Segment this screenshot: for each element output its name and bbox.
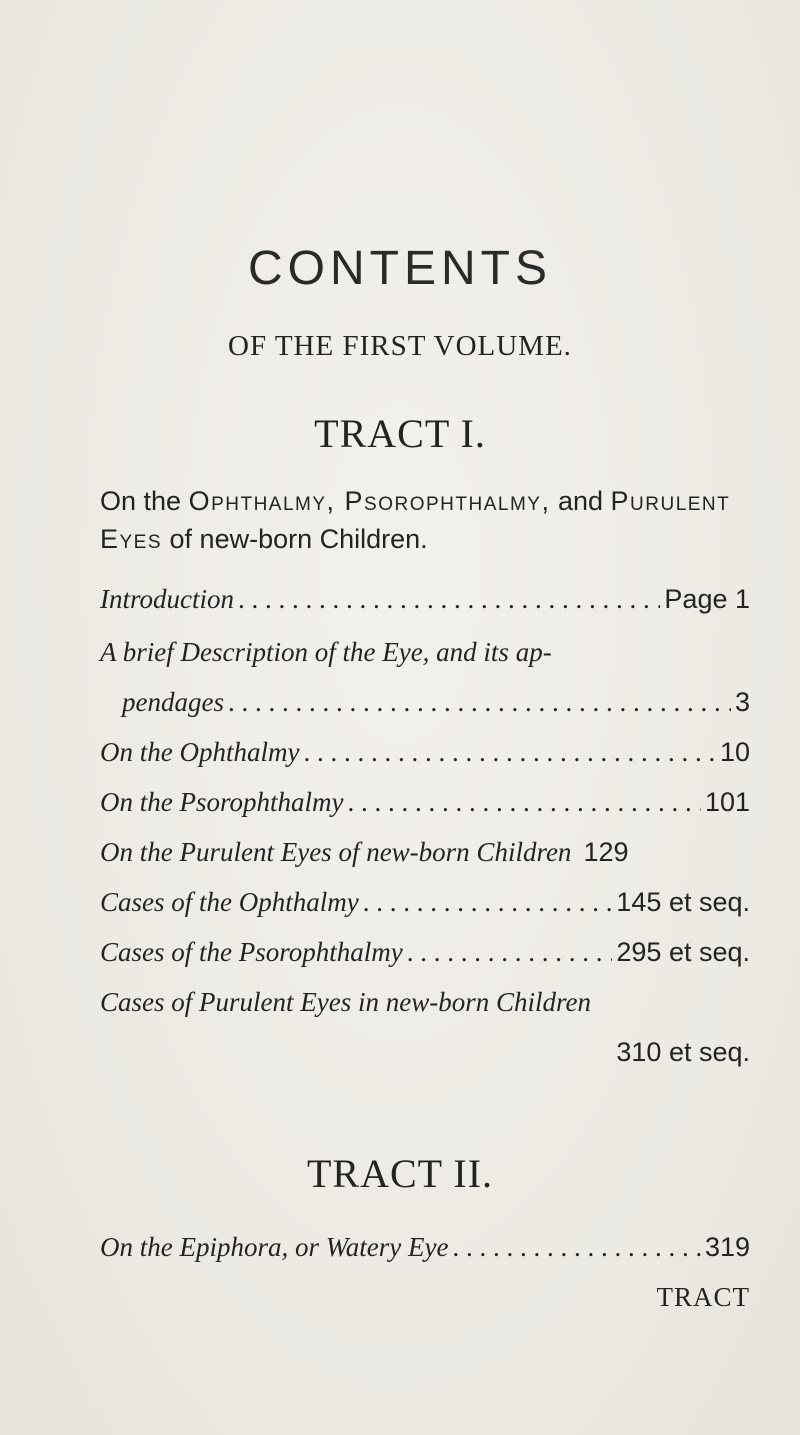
leader-dots: [407, 933, 613, 971]
toc-entry-page: 101: [704, 787, 750, 817]
desc-smallcaps-2: Purulent Eyes: [100, 486, 731, 554]
toc-entry-cases-purulent-title: Cases of Purulent Eyes in new-born Children: [100, 987, 591, 1017]
toc-entry-title: Cases of the Ophthalmy: [100, 887, 359, 917]
toc-entry-title: pendages: [122, 687, 224, 717]
toc-entry-introduction: [100, 580, 750, 618]
volume-subheading: OF THE FIRST VOLUME.: [228, 330, 572, 362]
tract-1-heading: TRACT I.: [314, 411, 486, 456]
toc-entry-page: 10: [719, 737, 750, 767]
toc-entry-cases-ophthalmy: [100, 883, 750, 921]
leader-dots: [452, 1228, 700, 1266]
desc-suffix: of new-born Children.: [162, 524, 428, 554]
toc-entry-epiphora: [100, 1228, 750, 1266]
toc-entry-page: 145 et seq.: [616, 887, 750, 917]
toc-entry-page: Page 1: [664, 584, 750, 614]
toc-entry-description-line1: A brief Description of the Eye, and its ap-: [100, 637, 552, 667]
catchword: TRACT: [656, 1282, 750, 1312]
toc-entry-page: 295 et seq.: [616, 937, 750, 967]
toc-entry-description: [122, 683, 750, 721]
toc-entry-title: On the Epiphora, or Watery Eye: [100, 1232, 449, 1262]
toc-entry-page: 319: [704, 1232, 750, 1262]
contents-heading: CONTENTS: [248, 242, 552, 295]
toc-entry-title: Introduction: [100, 584, 234, 614]
leader-dots: [238, 580, 660, 618]
toc-entry-ophthalmy: [100, 733, 750, 771]
leader-dots: [228, 683, 731, 721]
toc-entry-page: 129: [583, 837, 629, 867]
tract-2-heading: TRACT II.: [306, 1151, 494, 1196]
toc-entry-cases-psorophthalmy: [100, 933, 750, 971]
tract-1-description: [100, 482, 750, 558]
toc-entry-title: On the Psorophthalmy: [100, 787, 344, 817]
toc-entry-purulent-eyes: [100, 833, 750, 871]
toc-entry-psorophthalmy: [100, 783, 750, 821]
toc-entry-page: 3: [734, 687, 750, 717]
toc-entry-title: Cases of the Psorophthalmy: [100, 937, 403, 967]
desc-smallcaps-1: Ophthalmy, Psorophthalmy,: [188, 486, 551, 516]
desc-prefix: On the: [100, 486, 189, 516]
desc-mid: and: [550, 486, 611, 516]
toc-entry-cases-purulent-page: 310 et seq.: [616, 1037, 750, 1067]
leader-dots: [303, 733, 715, 771]
leader-dots: [363, 883, 613, 921]
leader-dots: [347, 783, 700, 821]
toc-entry-title: On the Ophthalmy: [100, 737, 300, 767]
toc-entry-title: On the Purulent Eyes of new-born Children: [100, 837, 572, 867]
